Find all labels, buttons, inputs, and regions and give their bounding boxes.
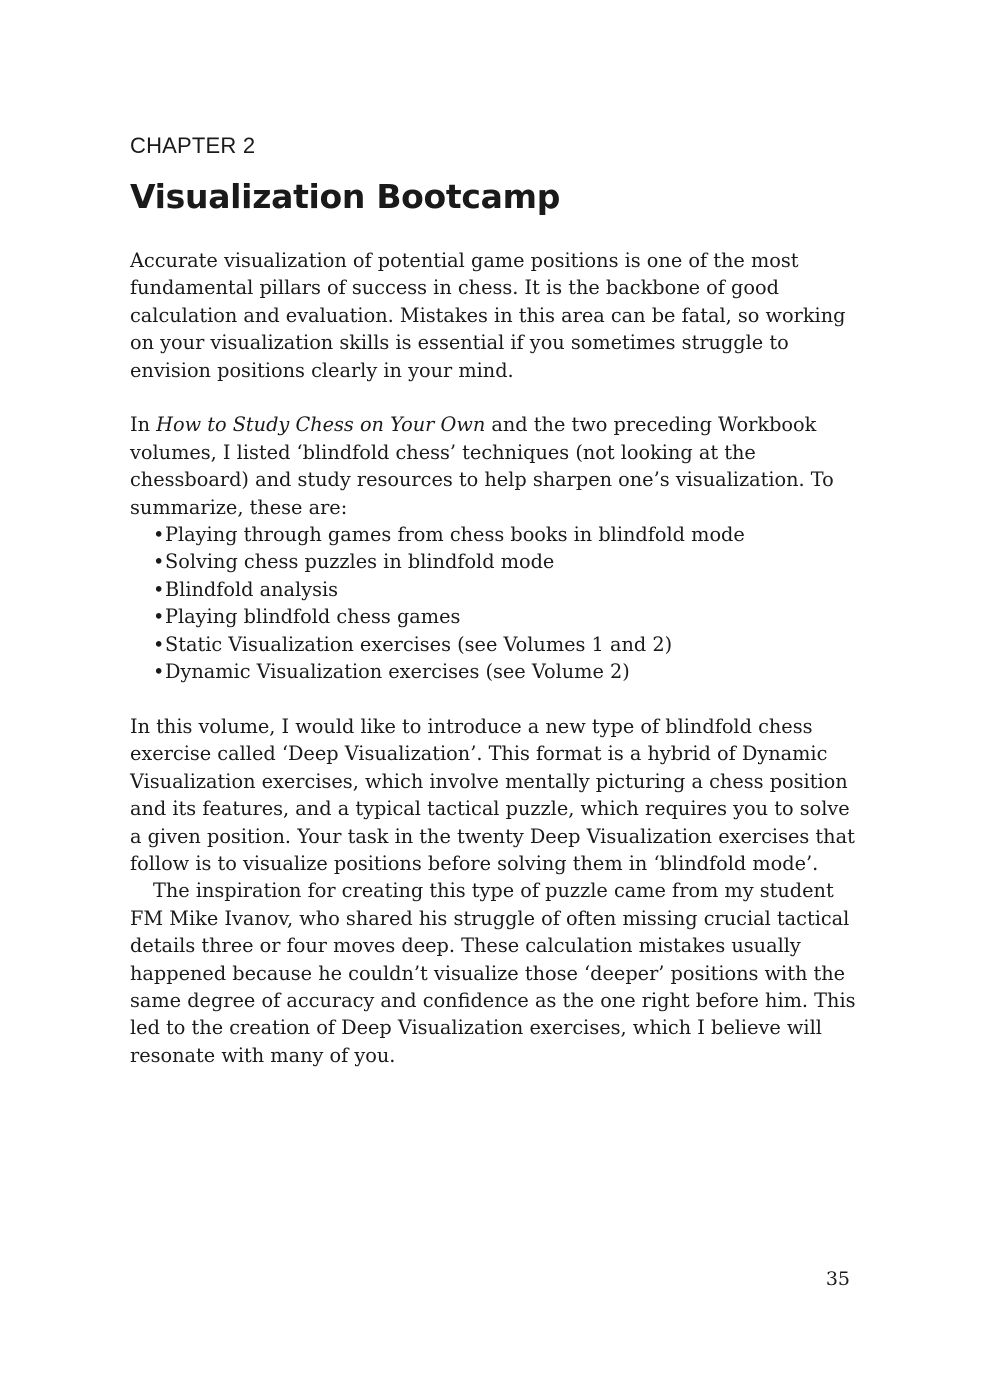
paragraph-techniques-prefix: In bbox=[130, 413, 157, 437]
body-text bbox=[130, 247, 865, 1069]
chapter-label: CHAPTER 2 bbox=[130, 133, 256, 158]
bullet-mark: • bbox=[153, 660, 165, 684]
list-item-text: Playing blindfold chess games bbox=[165, 605, 461, 629]
list-item bbox=[153, 603, 865, 630]
chapter-title: Visualization Bootcamp bbox=[130, 177, 561, 216]
list-item bbox=[153, 576, 865, 603]
list-item-text: Playing through games from chess books in blindfold mode bbox=[165, 523, 745, 547]
technique-list bbox=[130, 521, 865, 685]
bullet-mark: • bbox=[153, 632, 165, 656]
bullet-mark: • bbox=[153, 523, 165, 547]
bullet-mark: • bbox=[153, 550, 165, 574]
book-title: How to Study Chess on Your Own bbox=[156, 413, 486, 437]
paragraph-techniques bbox=[130, 411, 865, 521]
list-item bbox=[153, 548, 865, 575]
list-item bbox=[153, 658, 865, 685]
paragraph-intro: Accurate visualization of potential game positions is one of the most fundamental pillars of success in chess. It is the backbone of good calculation and evaluation. Mistakes in this area can be fatal, so working on your visualization skills is essential if you sometimes struggle to envision positions clearly in your mind. bbox=[130, 249, 846, 382]
page-number: 35 bbox=[825, 1268, 850, 1290]
paragraph-deep-visualization: In this volume, I would like to introduce a new type of blindfold chess exercise called ‘Deep Visualization’. This format is a hybrid of Dynamic Visualization exercises, which involve mentally picturing a chess position and its features, and a typical tactical puzzle, which requires you to solve a given position. Your task in the twenty Deep Visualization exercises that follow is to visualize positions before solving them in ‘blindfold mode’. bbox=[130, 714, 855, 875]
paragraph-spacer bbox=[130, 685, 865, 712]
bullet-mark: • bbox=[153, 605, 165, 629]
list-item-text: Static Visualization exercises (see Volumes 1 and 2) bbox=[165, 632, 673, 656]
list-item bbox=[153, 631, 865, 658]
bullet-mark: • bbox=[153, 577, 165, 601]
book-page bbox=[130, 0, 865, 1383]
list-item-text: Solving chess puzzles in blindfold mode bbox=[165, 550, 555, 574]
paragraph-techniques-text: and the two preceding Workbook volumes, I listed ‘blindfold chess’ techniques (not looking at the chessboard) and study resources to help sharpen one’s visualization. To summarize, these are: bbox=[130, 413, 834, 519]
paragraph-spacer bbox=[130, 384, 865, 411]
list-item bbox=[153, 521, 865, 548]
paragraph-inspiration: The inspiration for creating this type of puzzle came from my student FM Mike Ivanov, who shared his struggle of often missing crucial tactical details three or four moves deep. These calculation mistakes usually happened because he couldn’t visualize those ‘deeper’ positions with the same degree of accuracy and confidence as the one right before him. This led to the creation of Deep Visualization exercises, which I believe will resonate with many of you. bbox=[130, 879, 856, 1067]
list-item-text: Dynamic Visualization exercises (see Volume 2) bbox=[165, 660, 630, 684]
list-item-text: Blindfold analysis bbox=[165, 577, 339, 601]
